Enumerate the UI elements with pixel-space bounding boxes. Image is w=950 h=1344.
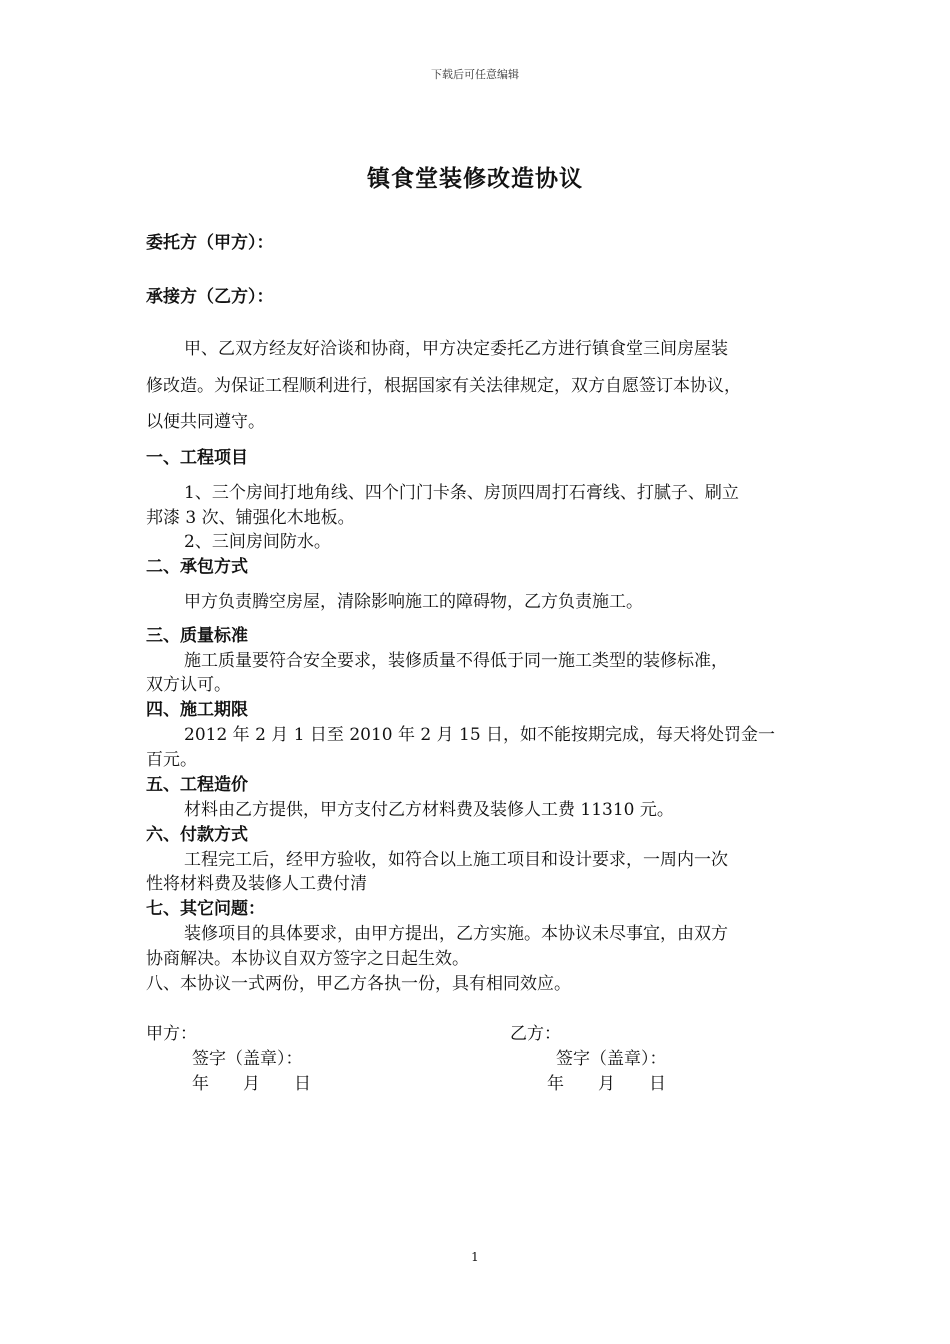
section-6-line-2: 性将材料费及装修人工费付清: [146, 874, 367, 894]
section-1-line-2: 邦漆 3 次、铺强化木地板。: [146, 508, 355, 528]
section-4-heading: 四、施工期限: [146, 700, 248, 720]
section-7-heading: 七、其它问题：: [146, 899, 265, 919]
section-6-heading: 六、付款方式: [146, 825, 248, 845]
section-2-line-1: 甲方负责腾空房屋，清除影响施工的障碍物，乙方负责施工。: [184, 592, 643, 612]
party-b-label: 承接方（乙方）：: [146, 287, 274, 307]
party-a-date: 年 月 日: [192, 1074, 311, 1094]
section-6-line-1: 工程完工后，经甲方验收，如符合以上施工项目和设计要求，一周内一次: [184, 850, 728, 870]
party-a-sign-seal: 签字（盖章）：: [192, 1049, 303, 1069]
intro-line-1: 甲、乙双方经友好洽谈和协商，甲方决定委托乙方进行镇食堂三间房屋装: [184, 339, 728, 359]
intro-line-3: 以便共同遵守。: [146, 412, 265, 432]
intro-line-2: 修改造。为保证工程顺利进行，根据国家有关法律规定，双方自愿签订本协议，: [146, 376, 741, 396]
section-7-line-2: 协商解决。本协议自双方签字之日起生效。: [146, 949, 469, 969]
page-number: 1: [471, 1250, 479, 1264]
section-3-line-1: 施工质量要符合安全要求，装修质量不得低于同一施工类型的装修标准，: [184, 651, 728, 671]
party-a-signature-label: 甲方：: [146, 1024, 197, 1044]
section-7-line-1: 装修项目的具体要求，由甲方提出，乙方实施。本协议未尽事宜，由双方: [184, 924, 728, 944]
section-1-line-1: 1、三个房间打地角线、四个门门卡条、房顶四周打石膏线、打腻子、刷立: [184, 483, 739, 503]
party-b-date: 年 月 日: [547, 1074, 666, 1094]
document-title: 镇食堂装修改造协议: [367, 166, 583, 192]
section-5-line-1: 材料由乙方提供，甲方支付乙方材料费及装修人工费 11310 元。: [184, 800, 674, 820]
section-1-heading: 一、工程项目: [146, 448, 248, 468]
section-3-heading: 三、质量标准: [146, 626, 248, 646]
section-1-line-3: 2、三间房间防水。: [184, 532, 331, 552]
page-header-note: 下载后可任意编辑: [431, 68, 519, 81]
section-5-heading: 五、工程造价: [146, 775, 248, 795]
section-8-text: 八、本协议一式两份，甲乙方各执一份，具有相同效应。: [146, 974, 571, 994]
section-4-line-2: 百元。: [146, 750, 197, 770]
section-3-line-2: 双方认可。: [146, 675, 231, 695]
party-b-signature-label: 乙方：: [510, 1024, 561, 1044]
section-2-heading: 二、承包方式: [146, 557, 248, 577]
section-4-line-1: 2012 年 2 月 1 日至 2010 年 2 月 15 日，如不能按期完成，每天将处罚金一: [184, 725, 776, 745]
party-b-sign-seal: 签字（盖章）：: [556, 1049, 667, 1069]
party-a-label: 委托方（甲方）：: [146, 233, 274, 253]
